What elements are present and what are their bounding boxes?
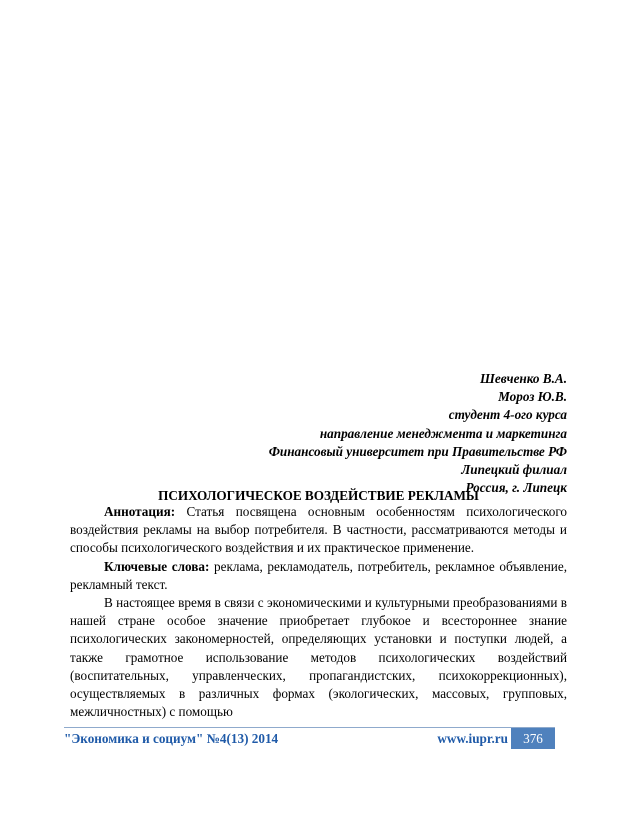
page-number: 376: [511, 728, 555, 749]
author-direction: направление менеджмента и маркетинга: [319, 425, 567, 441]
keywords-label: Ключевые слова:: [104, 558, 210, 574]
site-link[interactable]: www.iupr.ru: [437, 731, 508, 746]
page-footer: [64, 727, 555, 749]
annotation-paragraph: [70, 503, 567, 558]
author-branch: Липецкий филиал: [461, 462, 567, 478]
keywords-text: реклама, рекламодатель, потребитель, рекламное объявление, рекламный текст.: [70, 558, 567, 592]
author-status: студент 4-ого курса: [448, 407, 567, 423]
author-name-2: Мороз Ю.В.: [498, 389, 567, 405]
journal-name: "Экономика и социум" №4(13) 2014: [64, 731, 279, 746]
author-block: [70, 370, 567, 497]
annotation-text: Статья посвящена основным особенностям психологического воздействия рекламы на выбор потребителя. В частности, рассматриваются методы и способы психологического воздействия и их практическое применение.: [70, 504, 567, 556]
author-location: Россия, г. Липецк: [465, 480, 567, 496]
article-title: ПСИХОЛОГИЧЕСКОЕ ВОЗДЕЙСТВИЕ РЕКЛАМЫ: [158, 488, 479, 503]
keywords-paragraph: [70, 558, 567, 594]
article-body: [70, 503, 567, 721]
author-name-1: Шевченко В.А.: [480, 371, 567, 386]
annotation-label: Аннотация:: [104, 504, 176, 519]
author-university: Финансовый университет при Правительстве РФ: [268, 443, 567, 459]
body-paragraph: В настоящее время в связи с экономическими и культурными преобразованиями в нашей стране особое значение приобретает глубокое и всестороннее знание психологических закономерностей, определяющих установки и поступки людей, а также грамотное использование методов психологических воздействий (воспитательных, управленческих, пропагандистских, психокоррекционных), осуществляемых в различных формах (экологических, массовых, групповых, межличностных) с помощью: [70, 595, 567, 720]
